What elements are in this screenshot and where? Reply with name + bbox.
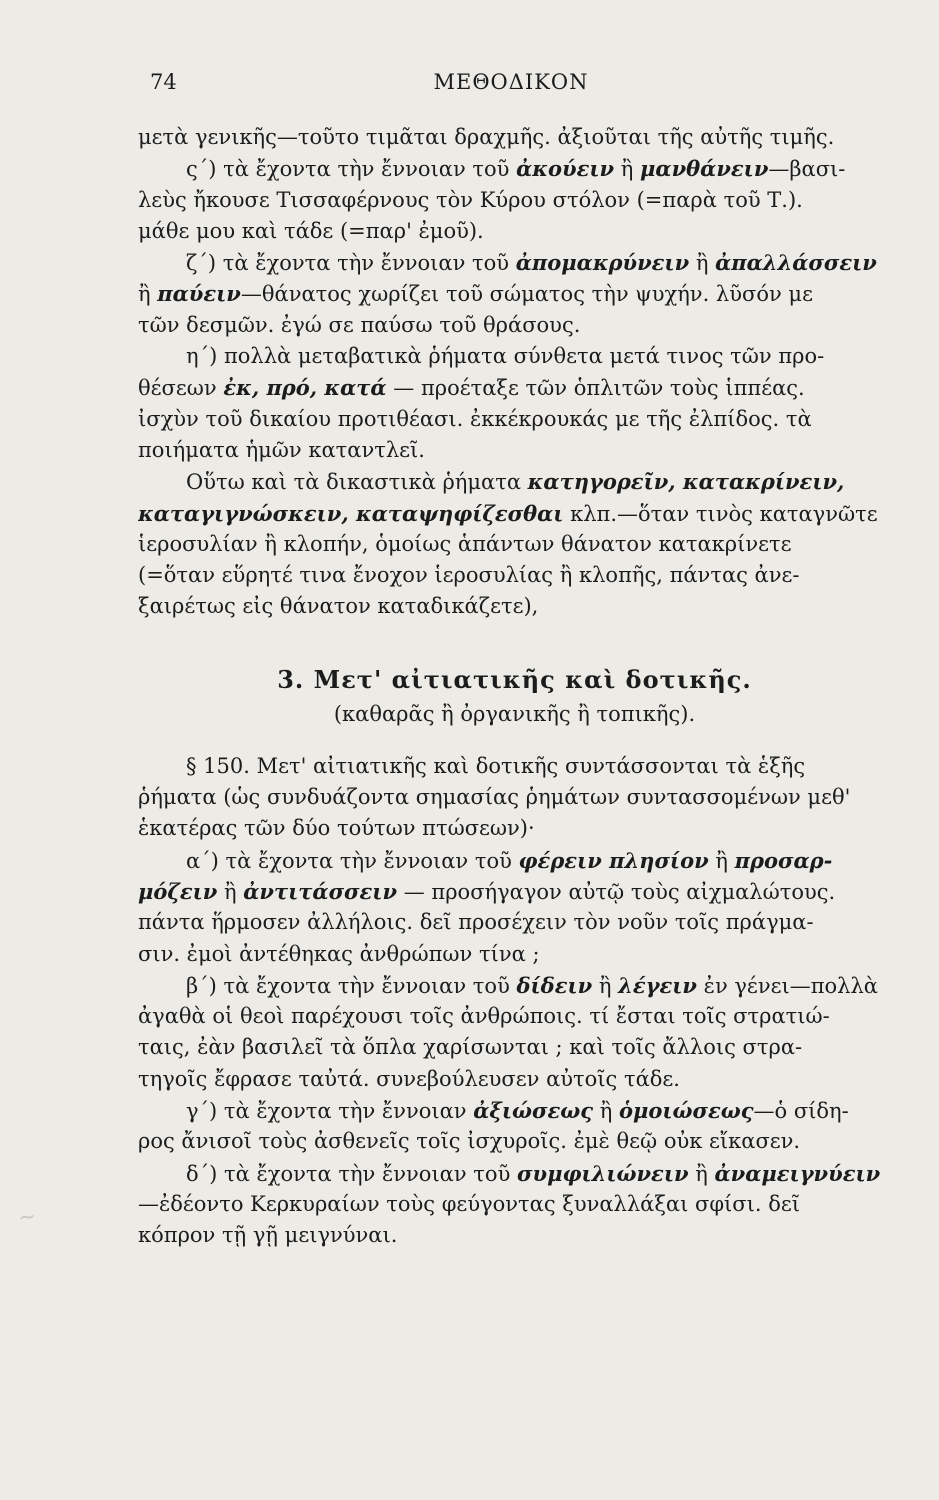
text-line: κόπρον τῇ γῇ μειγνύναι. xyxy=(138,1223,398,1248)
text-line: πάντα ἥρμοσεν ἀλλήλοις. δεῖ προσέχειν τὸν νοῦν τοῖς πράγμα- xyxy=(138,910,814,935)
spacer xyxy=(138,623,891,663)
text-run: δ´) τὰ ἔχοντα τὴν ἔννοιαν τοῦ xyxy=(186,1161,518,1186)
text-run: γ´) τὰ ἔχοντα τὴν ἔννοιαν xyxy=(186,1099,474,1124)
text-run: α´) τὰ ἔχοντα τὴν ἔννοιαν τοῦ xyxy=(186,848,519,873)
text-run: ζ´) τὰ ἔχοντα τὴν ἔννοιαν τοῦ xyxy=(186,251,516,276)
running-title: ΜΕΘΟΔΙΚΟΝ xyxy=(433,70,589,94)
section-heading: 3. Μετ' αἰτιατικῆς καὶ δοτικῆς. xyxy=(277,664,752,694)
text-line: ἀγαθὰ οἱ θεοὶ παρέχουσι τοῖς ἀνθρώποις. τί ἔσται τοῖς στρατιώ- xyxy=(138,1004,830,1029)
page-body xyxy=(138,122,891,1252)
emphasized-term: μανθάνειν xyxy=(640,156,769,182)
text-line: ξαιρέτως εἰς θάνατον καταδικάζετε), xyxy=(138,594,539,619)
emphasized-term: ἀναμειγνύειν xyxy=(714,1160,881,1186)
emphasized-term: ἀκούειν xyxy=(516,156,615,182)
text-line: —ἐδέοντο Κερκυραίων τοὺς φεύγοντας ξυναλλάξαι σφίσι. δεῖ xyxy=(138,1191,800,1216)
text-run: ἢ xyxy=(708,848,735,873)
emphasized-term: κατηγορεῖν, κατακρίνειν, xyxy=(527,469,845,495)
text-line: ἱεροσυλίαν ἢ κλοπήν, ὁμοίως ἁπάντων θάνατον κατακρίνετε xyxy=(138,531,792,556)
text-line: σιν. ἐμοὶ ἀντέθηκας ἀνθρώπων τίνα ; xyxy=(138,941,540,966)
emphasized-term: ἀξιώσεως xyxy=(473,1098,594,1124)
text-run: —ὁ σίδη- xyxy=(753,1099,849,1124)
emphasized-term: ὁμοιώσεως xyxy=(618,1098,754,1124)
spacer xyxy=(138,733,891,751)
text-line: ἰσχὺν τοῦ δικαίου προτιθέασι. ἐκκέκρουκάς με τῆς ἐλπίδος. τὰ xyxy=(138,406,812,431)
text-line: η´) πολλὰ μεταβατικὰ ῥήματα σύνθετα μετά τινος τῶν προ- xyxy=(186,344,825,369)
text-run: Οὕτω καὶ τὰ δικαστικὰ ῥήματα xyxy=(186,470,528,495)
text-run: —θάνατος χωρίζει τοῦ σώματος τὴν ψυχήν. λῦσόν με xyxy=(240,282,813,307)
text-line: ποιήματα ἡμῶν καταντλεῖ. xyxy=(138,437,425,462)
text-line xyxy=(138,1158,891,1189)
text-run: — προέταξε τῶν ὁπλιτῶν τοὺς ἱππέας. xyxy=(386,376,805,401)
emphasized-term: προσαρ- xyxy=(734,847,833,873)
text-run: ἢ xyxy=(593,1099,619,1124)
page-header xyxy=(138,70,884,100)
text-line xyxy=(138,876,891,907)
text-line: μάθε μου καὶ τάδε (=παρ' ἐμοῦ). xyxy=(138,218,484,243)
emphasized-term: ἀντιτάσσειν xyxy=(243,878,398,904)
text-line xyxy=(138,278,891,309)
emphasized-term: καταγιγνώσκειν, καταψηφίζεσθαι xyxy=(138,500,564,526)
text-run: —βασι- xyxy=(768,157,846,182)
emphasized-term: λέγειν xyxy=(618,972,697,998)
text-line xyxy=(138,466,891,497)
text-line: τηγοῖς ἔφρασε ταὐτά. συνεβούλευσεν αὐτοῖς τάδε. xyxy=(138,1066,680,1091)
text-run: ἢ xyxy=(138,282,158,307)
emphasized-term: παύειν xyxy=(157,281,241,307)
text-run: — προσήγαγον αὐτῷ τοὺς αἰχμαλώτους. xyxy=(397,879,836,904)
text-line xyxy=(138,970,891,1001)
text-run: ἢ xyxy=(217,879,244,904)
text-line xyxy=(138,372,891,403)
emphasized-term: συμφιλιώνειν xyxy=(517,1160,689,1186)
text-line: μετὰ γενικῆς—τοῦτο τιμᾶται δραχμῆς. ἀξιοῦται τῆς αὐτῆς τιμῆς. xyxy=(138,125,835,149)
emphasized-term: μόζειν xyxy=(138,878,218,904)
text-run: ς´) τὰ ἔχοντα τὴν ἔννοιαν τοῦ xyxy=(186,157,517,182)
text-line: ῥήματα (ὡς συνδυάζοντα σημασίας ῥημάτων συντασσομένων μεθ' xyxy=(138,785,851,810)
text-run: θέσεων xyxy=(138,376,224,401)
text-run: β´) τὰ ἔχοντα τὴν ἔννοιαν τοῦ xyxy=(186,973,517,998)
faded-margin-note-icon: ~ xyxy=(16,1203,39,1232)
text-line xyxy=(138,153,891,184)
text-line: λεὺς ἤκουσε Τισσαφέρνους τὸν Κύρου στόλον (=παρὰ τοῦ Τ.). xyxy=(138,187,803,212)
text-run: ἢ xyxy=(614,157,641,182)
text-line xyxy=(138,845,891,876)
page-number: 74 xyxy=(150,70,177,94)
text-line: ἑκατέρας τῶν δύο τούτων πτώσεων)· xyxy=(138,816,535,841)
text-line: § 150. Μετ' αἰτιατικῆς καὶ δοτικῆς συντάσσονται τὰ ἑξῆς xyxy=(186,753,806,778)
text-run: κλπ.—ὅταν τινὸς καταγνῶτε xyxy=(563,501,878,526)
emphasized-term: ἐκ, πρό, κατά xyxy=(223,375,387,401)
text-line: (=ὅταν εὕρητέ τινα ἔνοχον ἱεροσυλίας ἢ κλοπῆς, πάντας ἀνε- xyxy=(138,563,800,588)
emphasized-term: δίδειν xyxy=(516,972,593,998)
emphasized-term: ἀπομακρύνειν xyxy=(515,250,690,276)
text-line: τῶν δεσμῶν. ἐγώ σε παύσω τοῦ θράσους. xyxy=(138,312,581,337)
text-line xyxy=(138,498,891,529)
section-subheading: (καθαρᾶς ἢ ὀργανικῆς ἢ τοπικῆς). xyxy=(333,701,696,726)
text-run: ἐν γένει—πολλὰ xyxy=(697,973,878,998)
text-line: ταις, ἐὰν βασιλεῖ τὰ ὅπλα χαρίσωνται ; καὶ τοῖς ἄλλοις στρα- xyxy=(138,1035,803,1060)
text-run: ἢ xyxy=(688,1161,715,1186)
emphasized-term: ἀπαλλάσσειν xyxy=(715,250,877,276)
text-line xyxy=(138,247,891,278)
emphasized-term: φέρειν πλησίον xyxy=(518,847,709,873)
text-run: ἢ xyxy=(592,973,619,998)
text-line: ρος ἄνισοῖ τοὺς ἀσθενεῖς τοῖς ἰσχυροῖς. ἐμὲ θεῷ οὐκ εἴκασεν. xyxy=(138,1129,801,1154)
text-run: ἢ xyxy=(689,251,716,276)
text-line xyxy=(138,1095,891,1126)
